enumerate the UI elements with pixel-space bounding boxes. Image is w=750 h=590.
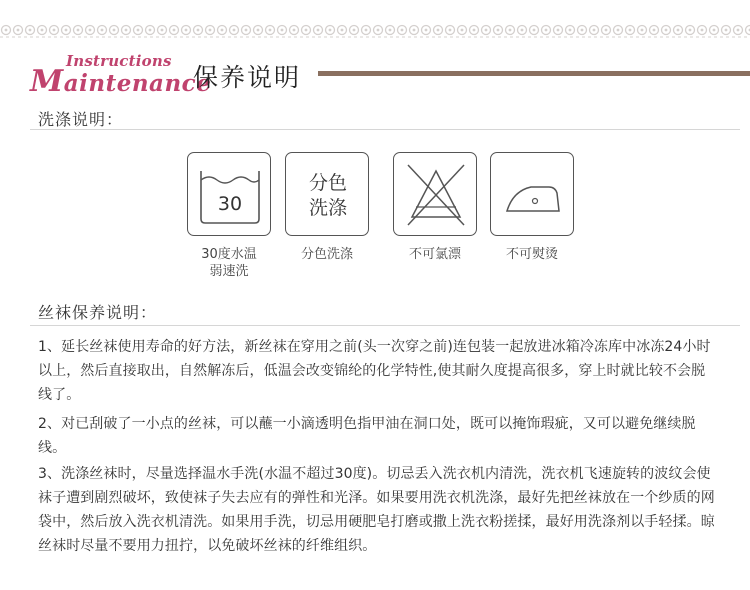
lace-dot bbox=[497, 29, 500, 32]
lace-dot bbox=[557, 29, 560, 32]
lace-dot bbox=[425, 29, 428, 32]
lace-dot bbox=[305, 29, 308, 32]
lace-dot bbox=[581, 29, 584, 32]
lace-dot bbox=[629, 29, 632, 32]
wash-section-title: 洗涤说明： bbox=[38, 110, 124, 129]
title-divider-bar bbox=[318, 71, 750, 76]
lace-dot bbox=[221, 29, 224, 32]
page-title: 保养说明 bbox=[193, 63, 302, 92]
page-header bbox=[30, 50, 730, 100]
lace-dot bbox=[365, 29, 368, 32]
lace-dot bbox=[653, 29, 656, 32]
lace-dot bbox=[29, 29, 32, 32]
lace-dot bbox=[641, 29, 644, 32]
lace-dot bbox=[533, 29, 536, 32]
section-divider bbox=[30, 325, 740, 326]
lace-dot bbox=[713, 29, 716, 32]
lace-dot bbox=[677, 29, 680, 32]
lace-dot bbox=[593, 29, 596, 32]
lace-dot bbox=[605, 29, 608, 32]
no-iron-caption: 不可熨烫 bbox=[505, 247, 558, 262]
lace-dot bbox=[77, 29, 80, 32]
lace-dot bbox=[281, 29, 284, 32]
no-bleach-caption: 不可氯漂 bbox=[408, 247, 461, 262]
wash-tub-caption bbox=[179, 246, 279, 280]
wash-tub-caption-line2: 弱速洗 bbox=[209, 264, 249, 279]
header-en-maintenance bbox=[30, 64, 211, 99]
lace-dot bbox=[233, 29, 236, 32]
lace-dot bbox=[161, 29, 164, 32]
care-paragraph-1: 1、延长丝袜使用寿命的好方法，新丝袜在穿用之前(头一次穿之前)连包装一起放进冰箱冷冻库中冰冻24小时以上，然后直接取出，自然解冻后，低温会改变锦纶的化学特性,使其耐久度提高很多，穿上时就比较不会脱线了。 bbox=[38, 339, 711, 403]
lace-border bbox=[0, 0, 750, 44]
lace-dot bbox=[485, 29, 488, 32]
lace-dot bbox=[245, 29, 248, 32]
lace-dot bbox=[545, 29, 548, 32]
lace-dot bbox=[389, 29, 392, 32]
lace-dot bbox=[65, 29, 68, 32]
lace-dot bbox=[341, 29, 344, 32]
lace-dot bbox=[5, 29, 8, 32]
lace-dot bbox=[197, 29, 200, 32]
lace-dot bbox=[317, 29, 320, 32]
lace-dot bbox=[89, 29, 92, 32]
lace-dot bbox=[473, 29, 476, 32]
lace-dot bbox=[437, 29, 440, 32]
lace-dot bbox=[377, 29, 380, 32]
separate-wash-icon bbox=[285, 152, 369, 236]
separate-wash-caption: 分色洗涤 bbox=[300, 247, 353, 262]
header-en-cap: M bbox=[30, 64, 64, 99]
lace-dot bbox=[689, 29, 692, 32]
lace-dot bbox=[461, 29, 464, 32]
section-divider bbox=[30, 129, 740, 130]
lace-dot bbox=[569, 29, 572, 32]
header-en-rest: aintenance bbox=[63, 70, 212, 97]
lace-dot bbox=[257, 29, 260, 32]
lace-dot bbox=[137, 29, 140, 32]
care-paragraph-3: 3、洗涤丝袜时，尽量选择温水手洗(水温不超过30度)。切忌丢入洗衣机内清洗，洗衣机飞速旋转的波纹会使袜子遭到剧烈破坏，致使袜子失去应有的弹性和光泽。如果要用洗衣机洗涤，最好先把丝袜放在一个纱质的网袋中，然后放入洗衣机清洗。如果用手洗，切忌用硬肥皂打磨或撒上洗衣粉搓揉，最好用洗涤剂以手轻揉。晾丝袜时尽量不要用力扭拧，以免破坏丝袜的纤维组织。 bbox=[38, 466, 715, 554]
lace-dot bbox=[53, 29, 56, 32]
lace-dot bbox=[701, 29, 704, 32]
lace-dot bbox=[173, 29, 176, 32]
lace-dot bbox=[509, 29, 512, 32]
no-iron-icon bbox=[490, 152, 574, 236]
lace-dot bbox=[17, 29, 20, 32]
separate-wash-symbol-line1: 分色 bbox=[308, 172, 347, 194]
separate-wash-symbol bbox=[286, 171, 370, 221]
lace-dot bbox=[401, 29, 404, 32]
lace-dot bbox=[149, 29, 152, 32]
wash-temp-text: 30 bbox=[217, 193, 243, 215]
lace-dot bbox=[353, 29, 356, 32]
lace-dot bbox=[101, 29, 104, 32]
no-bleach-icon bbox=[393, 152, 477, 236]
lace-dot bbox=[449, 29, 452, 32]
lace-dot bbox=[41, 29, 44, 32]
wash-tub-caption-line1: 30度水温 bbox=[201, 247, 257, 262]
lace-dot bbox=[185, 29, 188, 32]
care-section-title: 丝袜保养说明： bbox=[38, 303, 158, 322]
wash-tub-icon bbox=[187, 152, 271, 236]
lace-dot bbox=[209, 29, 212, 32]
lace-dot bbox=[413, 29, 416, 32]
lace-dot bbox=[125, 29, 128, 32]
lace-dot bbox=[665, 29, 668, 32]
separate-wash-symbol-line2: 洗涤 bbox=[308, 197, 347, 219]
lace-dot bbox=[617, 29, 620, 32]
lace-dot bbox=[113, 29, 116, 32]
lace-dot bbox=[521, 29, 524, 32]
lace-dot bbox=[737, 29, 740, 32]
lace-dot bbox=[329, 29, 332, 32]
lace-dot bbox=[269, 29, 272, 32]
lace-dot bbox=[725, 29, 728, 32]
lace-dot bbox=[293, 29, 296, 32]
header-en-instructions: Instructions bbox=[66, 52, 172, 70]
care-paragraph-2: 2、对已刮破了一小点的丝袜，可以蘸一小滴透明色指甲油在洞口处，既可以掩饰瑕疵，又可以避免继续脱线。 bbox=[38, 416, 696, 456]
